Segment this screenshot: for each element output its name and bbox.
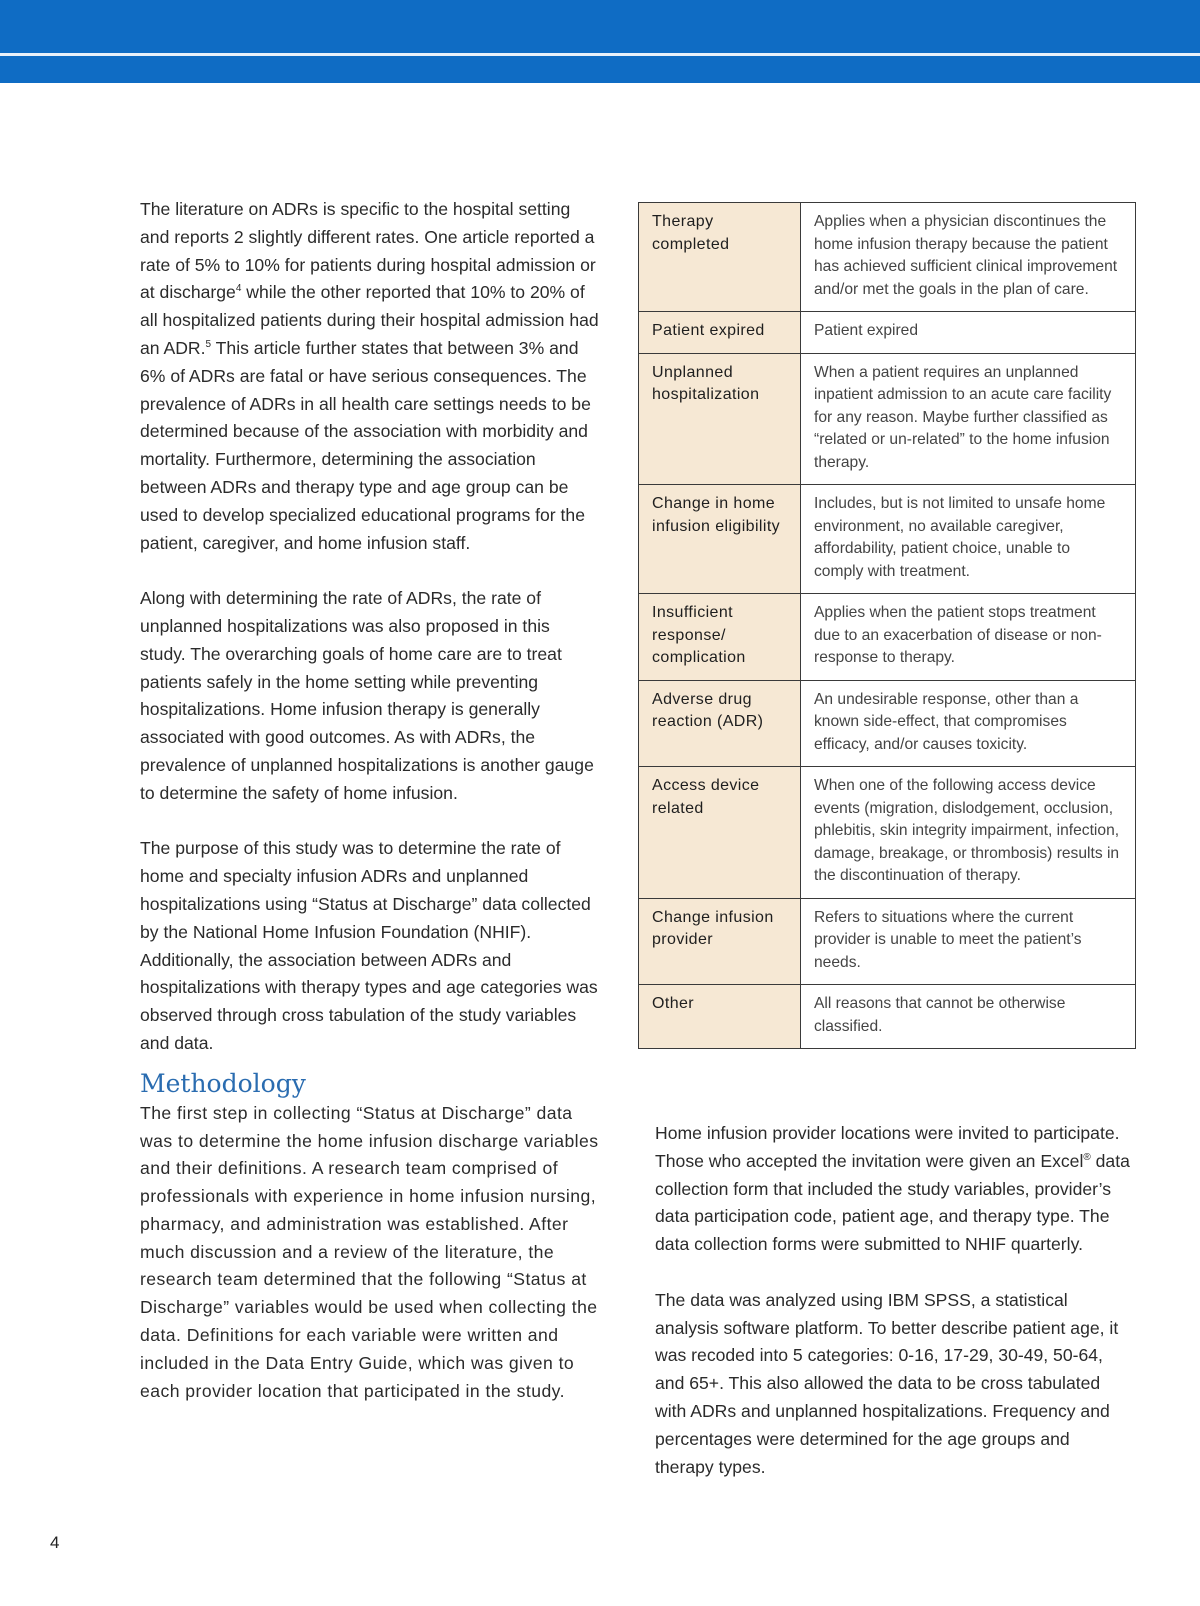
participation-paragraph [655,1120,1130,1259]
intro-text-a: The literature on ADRs is specific to the hospital setting and reports 2 slightly different rates. One article reported a rate of 5% to 10% for patients during hospital admission or at discharge [140,199,596,303]
participation-text-a: Home infusion provider locations were invited to participate. Those who accepted the invitation were given an Excel [655,1123,1120,1171]
table-body [639,203,1136,1049]
variable-definition-cell: Patient expired [801,312,1136,354]
variable-definition-cell: An undesirable response, other than a known side-effect, that compromises efficacy, and/or causes toxicity. [801,680,1136,767]
table-row [639,203,1136,312]
methodology-paragraph: The first step in collecting “Status at Discharge” data was to determine the home infusion discharge variables and their definitions. A research team comprised of professionals with experience in home infusion nursing, pharmacy, and administration was established. After much discussion and a review of the literature, the research team determined that the following “Status at Discharge” variables would be used when collecting the data. Definitions for each variable were written and included in the Data Entry Guide, which was given to each provider location that participated in the study. [140,1102,599,1401]
variable-definition-cell: When a patient requires an unplanned inpatient admission to an acute care facility for any reason. Maybe further classified as “related or un-related” to the home infusion therapy. [801,353,1136,485]
discharge-variables-table [638,202,1136,1049]
variable-term-cell: Change infusion provider [639,898,801,985]
registered-mark: ® [1083,1151,1091,1163]
methodology-heading: Methodology [140,1068,306,1098]
intro-paragraph [140,196,600,557]
variable-definition-cell: Applies when the patient stops treatment due to an exacerbation of disease or non-response to therapy. [801,594,1136,681]
variable-definition-cell: Refers to situations where the current provider is unable to meet the patient’s needs. [801,898,1136,985]
table-row [639,767,1136,899]
analysis-paragraph: The data was analyzed using IBM SPSS, a statistical analysis software platform. To better describe patient age, it was recoded into 5 categories: 0-16, 17-29, 30-49, 50-64, and 65+. This also allowed the data to be cross tabulated with ADRs and unplanned hospitalizations. Frequency and percentages were determined for the age groups and therapy types. [655,1289,1119,1477]
page-number: 4 [50,1533,60,1552]
variable-term-cell: Adverse drug reaction (ADR) [639,680,801,767]
table-row [639,898,1136,985]
variable-term-cell: Unplanned hospitalization [639,353,801,485]
footnote-ref-4: 4 [235,283,242,295]
variable-definition-cell: All reasons that cannot be otherwise classified. [801,985,1136,1049]
table-row [639,680,1136,767]
variable-term-cell: Patient expired [639,312,801,354]
hospitalization-paragraph: Along with determining the rate of ADRs, the rate of unplanned hospitalizations was also proposed in this study. The overarching goals of home care are to treat patients safely in the home setting while preventing hospitalizations. Home infusion therapy is generally associated with good outcomes. As with ADRs, the prevalence of unplanned hospitalizations is another gauge to determine the safety of home infusion. [140,588,594,803]
footnote-ref-5: 5 [205,339,212,351]
variable-term-cell: Access device related [639,767,801,899]
variable-term-cell: Insufficient response/ complication [639,594,801,681]
variable-definition-cell: Applies when a physician discontinues the home infusion therapy because the patient has achieved sufficient clinical improvement and/or met the goals in the plan of care. [801,203,1136,312]
header-band [0,0,1200,53]
variable-term-cell: Change in home infusion eligibility [639,485,801,594]
variable-definition-cell: When one of the following access device events (migration, dislodgement, occlusion, phlebitis, skin integrity impairment, infection, damage, breakage, or thrombosis) results in the discontinuation of therapy. [801,767,1136,899]
header-band-lower [0,56,1200,83]
table-row [639,353,1136,485]
intro-text-b: while the other reported that 10% to 20% of all hospitalized patients during their hospital admission had an ADR. [140,282,599,358]
table-row [639,485,1136,594]
participation-text-b: data collection form that included the study variables, provider’s data participation code, patient age, and therapy type. The data collection forms were submitted to NHIF quarterly. [655,1150,1130,1255]
table-row [639,594,1136,681]
right-column [655,1120,1130,1481]
table-row [639,985,1136,1049]
purpose-paragraph: The purpose of this study was to determine the rate of home and specialty infusion ADRs and unplanned hospitalizations using “Status at Discharge” data collected by the National Home Infusion Foundation (NHIF). Additionally, the association between ADRs and hospitalizations with therapy types and age categories was observed through cross tabulation of the study variables and data. [140,838,598,1053]
variable-term-cell: Therapy completed [639,203,801,312]
variable-term-cell: Other [639,985,801,1049]
table-row [639,312,1136,354]
intro-text-c: This article further states that between 3% and 6% of ADRs are fatal or have serious consequences. The prevalence of ADRs in all health care settings needs to be determined because of the association with morbidity and mortality. Furthermore, determining the association between ADRs and therapy type and age group can be used to develop specialized educational programs for the patient, caregiver, and home infusion staff. [140,337,591,553]
variable-definition-cell: Includes, but is not limited to unsafe home environment, no available caregiver, affordability, patient choice, unable to comply with treatment. [801,485,1136,594]
left-column [140,196,600,1405]
